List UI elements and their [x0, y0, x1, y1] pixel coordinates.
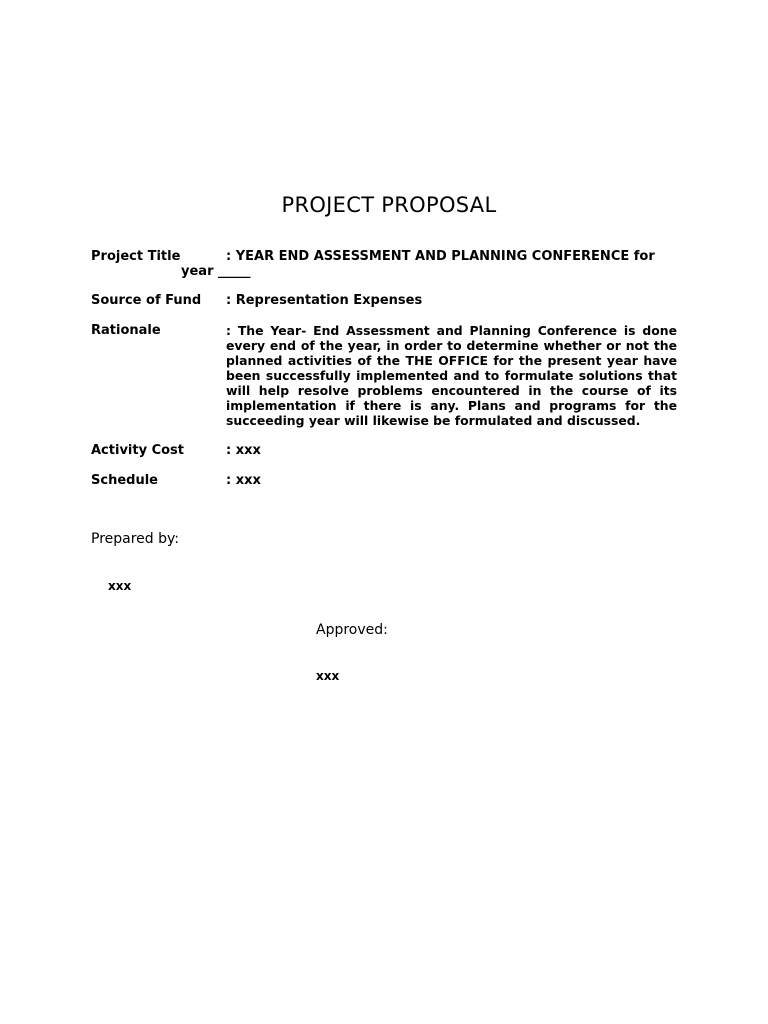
rationale-label: Rationale	[91, 323, 161, 338]
project-title-value: : YEAR END ASSESSMENT AND PLANNING CONFERENCE for	[226, 249, 655, 264]
prepared-by-name: xxx	[108, 579, 132, 593]
prepared-by-label: Prepared by:	[91, 531, 179, 547]
schedule-label: Schedule	[91, 473, 158, 488]
source-of-fund-label: Source of Fund	[91, 293, 202, 308]
approved-name: xxx	[316, 669, 340, 683]
document-title: PROJECT PROPOSAL	[281, 193, 497, 217]
activity-cost-value: : xxx	[226, 443, 261, 458]
activity-cost-label: Activity Cost	[91, 443, 185, 458]
project-title-value-continuation: year _____	[181, 264, 251, 279]
rationale-text: : The Year- End Assessment and Planning Conference is done every end of the year, in order to determine whether or not the planned activities of the THE OFFICE for the present year have been successfully implemented and to formulate solutions that will help resolve problems encountered in the course of its implementation if there is any. Plans and programs for the succeeding year will likewise be formulated and discussed.	[226, 323, 677, 428]
approved-label: Approved:	[316, 622, 388, 638]
project-title-label: Project Title	[91, 249, 181, 264]
schedule-value: : xxx	[226, 473, 261, 488]
source-of-fund-value: : Representation Expenses	[226, 293, 423, 308]
